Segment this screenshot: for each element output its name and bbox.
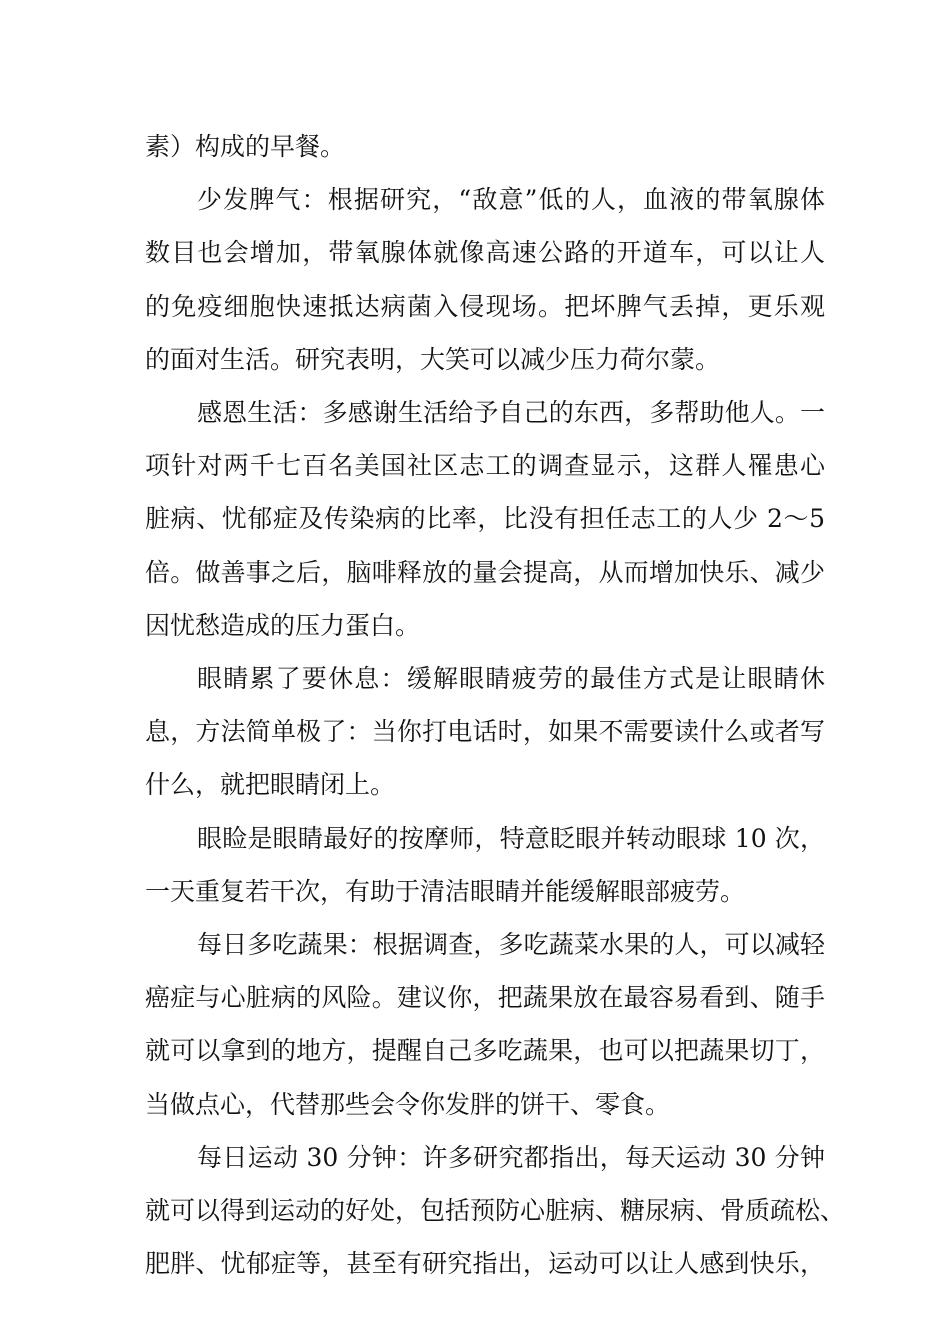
text-line: 当做点心，代替那些会令你发胖的饼干、零食。 [145,1089,671,1119]
text-line: 眼睛累了要休息：缓解眼睛疲劳的最佳方式是让眼睛休 [197,664,825,694]
paragraph-eyelid-massage [145,812,825,918]
text-line: 的免疫细胞快速抵达病菌入侵现场。把坏脾气丢掉，更乐观 [145,291,825,321]
text-line: 癌症与心脏病的风险。建议你，把蔬果放在最容易看到、随手 [145,983,825,1013]
text-line: 肥胖、忧郁症等，甚至有研究指出，运动可以让人感到快乐， [145,1249,825,1279]
text-line: 倍。做善事之后，脑啡释放的量会提高，从而增加快乐、减少 [145,557,825,587]
text-line: 每日运动 30 分钟：许多研究都指出，每天运动 30 分钟 [197,1142,825,1172]
paragraph-fruits-vegetables [145,918,825,1131]
text-line: 感恩生活：多感谢生活给予自己的东西，多帮助他人。一 [197,398,825,428]
text-line: 项针对两千七百名美国社区志工的调查显示，这群人罹患心 [145,451,825,481]
paragraph-gratitude [145,386,825,652]
text-line: 脏病、忧郁症及传染病的比率，比没有担任志工的人少 2～5 [145,504,825,534]
text-line: 就可以得到运动的好处，包括预防心脏病、糖尿病、骨质疏松、 [145,1196,846,1226]
text-line: 每日多吃蔬果：根据调查，多吃蔬菜水果的人，可以减轻 [197,930,825,960]
text-line: 就可以拿到的地方，提醒自己多吃蔬果，也可以把蔬果切丁， [145,1036,825,1066]
text-line: 的面对生活。研究表明，大笑可以减少压力荷尔蒙。 [145,344,721,374]
paragraph-breakfast-tail [145,120,825,173]
text-line: 眼睑是眼睛最好的按摩师，特意眨眼并转动眼球 10 次， [197,823,825,853]
text-line: 少发脾气：根据研究，“敌意”低的人，血液的带氧腺体 [197,185,825,215]
text-line: 什么，就把眼睛闭上。 [145,770,396,800]
paragraph-less-temper [145,173,825,386]
paragraph-daily-exercise [145,1131,846,1291]
text-line: 一天重复若干次，有助于清洁眼睛并能缓解眼部疲劳。 [145,876,746,906]
text-line: 因忧愁造成的压力蛋白。 [145,610,421,640]
text-line: 息，方法简单极了：当你打电话时，如果不需要读什么或者写 [145,717,825,747]
text-line: 素）构成的早餐。 [145,132,346,161]
document-page [145,120,846,1290]
paragraph-eye-rest [145,652,825,812]
text-line: 数目也会增加，带氧腺体就像高速公路的开道车，可以让人 [145,238,825,268]
